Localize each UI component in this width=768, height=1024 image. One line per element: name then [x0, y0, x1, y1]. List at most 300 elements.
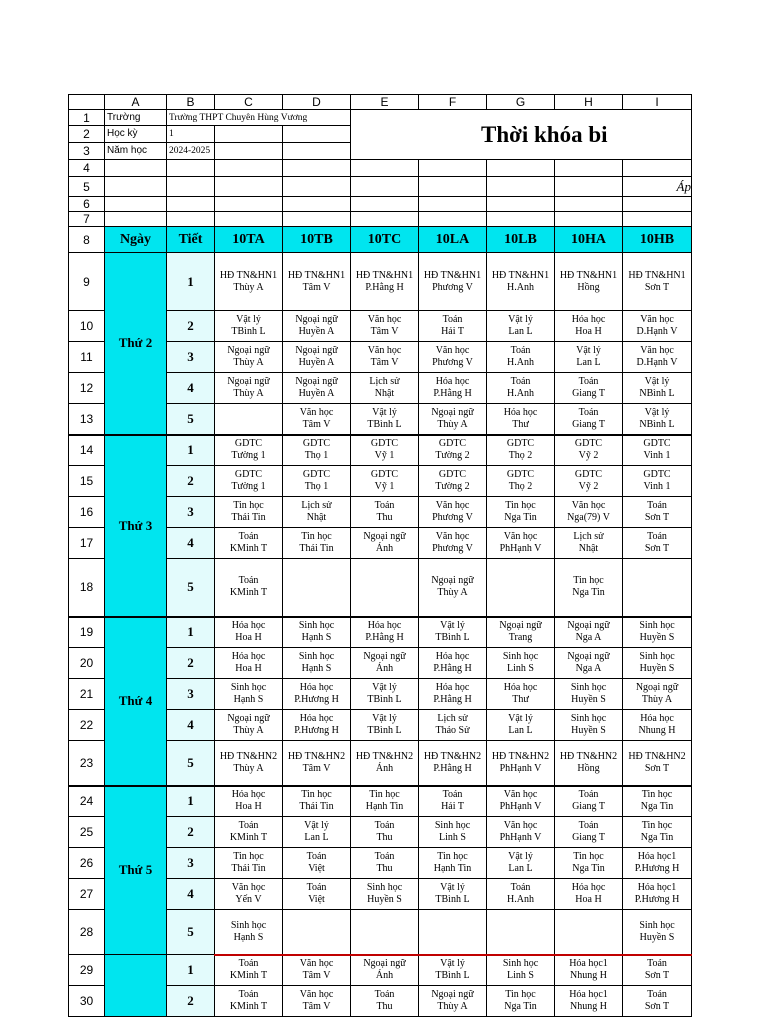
row-header[interactable]: 1	[69, 110, 105, 126]
column-header[interactable]: H	[555, 95, 623, 110]
period-cell[interactable]: 4	[167, 879, 215, 910]
lesson-cell[interactable]	[283, 679, 351, 710]
period-cell[interactable]: 3	[167, 848, 215, 879]
empty-cell[interactable]	[487, 160, 555, 177]
day-cell[interactable]: Thứ 4	[105, 617, 167, 786]
period-cell[interactable]: 5	[167, 559, 215, 617]
lesson-cell[interactable]	[623, 342, 692, 373]
lesson-cell[interactable]	[215, 679, 283, 710]
lesson-cell[interactable]	[283, 617, 351, 648]
lesson-cell[interactable]	[555, 679, 623, 710]
lesson-cell[interactable]	[351, 497, 419, 528]
lesson-cell[interactable]	[487, 648, 555, 679]
period-cell[interactable]: 2	[167, 466, 215, 497]
lesson-cell[interactable]	[215, 373, 283, 404]
lesson-cell[interactable]	[555, 648, 623, 679]
row-header[interactable]: 5	[69, 177, 105, 197]
lesson-cell[interactable]	[215, 466, 283, 497]
lesson-cell[interactable]	[419, 253, 487, 311]
column-header[interactable]: E	[351, 95, 419, 110]
subject-text: Sinh học	[230, 682, 267, 693]
lesson-cell[interactable]	[555, 342, 623, 373]
empty-cell[interactable]	[623, 212, 692, 227]
lesson-cell[interactable]	[283, 435, 351, 466]
empty-cell[interactable]	[167, 177, 215, 197]
empty-cell[interactable]	[555, 160, 623, 177]
lesson-cell[interactable]	[555, 559, 623, 617]
lesson-cell[interactable]	[283, 253, 351, 311]
lesson-cell[interactable]	[487, 741, 555, 786]
empty-cell[interactable]	[215, 212, 283, 227]
lesson-cell[interactable]	[623, 741, 692, 786]
period-cell[interactable]: 1	[167, 617, 215, 648]
row-header[interactable]: 29	[69, 955, 105, 986]
row-header[interactable]: 12	[69, 373, 105, 404]
empty-cell[interactable]	[555, 177, 623, 197]
day-header[interactable]: Ngày	[105, 227, 167, 253]
lesson-cell[interactable]	[623, 311, 692, 342]
empty-cell[interactable]	[351, 197, 419, 212]
period-cell[interactable]: 1	[167, 786, 215, 817]
column-header[interactable]: I	[623, 95, 692, 110]
lesson-cell[interactable]	[487, 435, 555, 466]
row-header[interactable]: 8	[69, 227, 105, 253]
lesson-cell[interactable]	[623, 253, 692, 311]
row-header[interactable]: 21	[69, 679, 105, 710]
lesson-cell[interactable]	[215, 311, 283, 342]
lesson-cell[interactable]	[215, 786, 283, 817]
lesson-cell[interactable]	[215, 559, 283, 617]
empty-cell[interactable]	[283, 177, 351, 197]
lesson-cell[interactable]	[623, 528, 692, 559]
row-header[interactable]: 20	[69, 648, 105, 679]
lesson-cell[interactable]	[283, 848, 351, 879]
lesson-cell[interactable]	[555, 786, 623, 817]
subject-text: Hóa học	[503, 682, 538, 693]
teacher-text: Tâm V	[302, 418, 331, 430]
lesson-cell[interactable]	[351, 986, 419, 1017]
lesson-cell[interactable]	[419, 710, 487, 741]
class-header[interactable]: 10TB	[283, 227, 351, 253]
lesson-cell[interactable]	[351, 879, 419, 910]
lesson-cell[interactable]	[283, 741, 351, 786]
row-header[interactable]: 4	[69, 160, 105, 177]
column-header[interactable]: C	[215, 95, 283, 110]
teacher-text: Huyền S	[571, 694, 606, 705]
semester-label[interactable]: Học kỳ	[105, 126, 167, 143]
lesson-cell[interactable]	[487, 311, 555, 342]
empty-cell[interactable]	[105, 177, 167, 197]
year-label[interactable]: Năm học	[105, 143, 167, 160]
lesson-cell[interactable]	[215, 648, 283, 679]
period-cell[interactable]: 3	[167, 679, 215, 710]
lesson-cell[interactable]	[623, 786, 692, 817]
lesson-cell[interactable]	[623, 955, 692, 986]
lesson-cell[interactable]	[351, 955, 419, 986]
lesson-cell[interactable]	[351, 435, 419, 466]
empty-cell[interactable]	[215, 143, 283, 160]
lesson-cell[interactable]	[487, 373, 555, 404]
lesson-cell[interactable]	[623, 559, 692, 617]
period-cell[interactable]: 2	[167, 311, 215, 342]
subject-text: Lịch sử	[301, 500, 332, 511]
row-header[interactable]: 23	[69, 741, 105, 786]
period-cell[interactable]: 1	[167, 253, 215, 311]
lesson-cell[interactable]	[283, 986, 351, 1017]
period-cell[interactable]: 4	[167, 373, 215, 404]
lesson-cell[interactable]	[623, 404, 692, 435]
lesson-cell[interactable]	[419, 848, 487, 879]
lesson-cell[interactable]	[487, 559, 555, 617]
lesson-cell[interactable]	[419, 910, 487, 955]
empty-cell[interactable]	[283, 212, 351, 227]
empty-cell[interactable]	[351, 160, 419, 177]
teacher-text: Việt	[308, 894, 325, 905]
lesson-cell[interactable]	[419, 342, 487, 373]
empty-cell[interactable]	[167, 197, 215, 212]
lesson-cell[interactable]	[487, 910, 555, 955]
lesson-cell[interactable]	[419, 528, 487, 559]
empty-cell[interactable]	[283, 126, 351, 143]
lesson-cell[interactable]	[555, 466, 623, 497]
day-cell[interactable]: Thứ 5	[105, 786, 167, 955]
empty-cell[interactable]	[215, 160, 283, 177]
subject-text: Văn học	[503, 789, 538, 801]
class-header[interactable]: 10LB	[487, 227, 555, 253]
row-header[interactable]: 16	[69, 497, 105, 528]
row-header[interactable]: 15	[69, 466, 105, 497]
teacher-text: NBình L	[639, 418, 675, 430]
lesson-cell[interactable]	[487, 466, 555, 497]
empty-cell[interactable]	[623, 197, 692, 212]
lesson-cell[interactable]	[623, 910, 692, 955]
lesson-cell[interactable]	[419, 955, 487, 986]
lesson-cell[interactable]	[283, 648, 351, 679]
lesson-cell[interactable]	[283, 817, 351, 848]
lesson-cell[interactable]	[487, 710, 555, 741]
lesson-cell[interactable]	[283, 373, 351, 404]
lesson-cell[interactable]	[555, 497, 623, 528]
empty-cell[interactable]	[215, 177, 283, 197]
column-header[interactable]: B	[167, 95, 215, 110]
subject-text: GDTC	[234, 469, 263, 480]
lesson-cell[interactable]	[555, 311, 623, 342]
class-header[interactable]: 10TA	[215, 227, 283, 253]
select-all-corner[interactable]	[69, 95, 105, 110]
column-header[interactable]: G	[487, 95, 555, 110]
row-header[interactable]: 9	[69, 253, 105, 311]
lesson-cell[interactable]	[351, 679, 419, 710]
subject-text: HĐ TN&HN1	[219, 269, 278, 281]
lesson-cell[interactable]	[283, 559, 351, 617]
row-header[interactable]: 26	[69, 848, 105, 879]
lesson-cell[interactable]	[351, 311, 419, 342]
lesson-cell[interactable]	[487, 986, 555, 1017]
lesson-cell[interactable]	[283, 710, 351, 741]
column-header[interactable]: F	[419, 95, 487, 110]
lesson-cell[interactable]	[419, 466, 487, 497]
row-header[interactable]: 3	[69, 143, 105, 160]
lesson-cell[interactable]	[215, 879, 283, 910]
subject-text: Hóa học	[299, 713, 334, 724]
lesson-cell[interactable]	[555, 741, 623, 786]
class-header[interactable]: 10LA	[419, 227, 487, 253]
empty-cell[interactable]	[167, 160, 215, 177]
lesson-cell[interactable]	[555, 817, 623, 848]
lesson-cell[interactable]	[419, 986, 487, 1017]
lesson-cell[interactable]	[215, 741, 283, 786]
period-cell[interactable]: 5	[167, 910, 215, 955]
lesson-cell[interactable]	[623, 817, 692, 848]
row-header[interactable]: 19	[69, 617, 105, 648]
lesson-cell[interactable]	[623, 879, 692, 910]
lesson-cell[interactable]	[419, 373, 487, 404]
lesson-cell[interactable]	[623, 373, 692, 404]
lesson-cell[interactable]	[215, 342, 283, 373]
empty-cell[interactable]	[283, 197, 351, 212]
empty-cell[interactable]	[487, 212, 555, 227]
lesson-cell[interactable]	[419, 741, 487, 786]
lesson-cell[interactable]	[555, 848, 623, 879]
lesson-cell[interactable]	[487, 679, 555, 710]
lesson-cell[interactable]	[215, 910, 283, 955]
lesson-cell[interactable]	[215, 817, 283, 848]
period-cell[interactable]: 5	[167, 741, 215, 786]
lesson-cell[interactable]	[623, 648, 692, 679]
lesson-cell[interactable]	[555, 435, 623, 466]
period-cell[interactable]: 4	[167, 528, 215, 559]
lesson-cell[interactable]	[215, 497, 283, 528]
day-cell[interactable]: Thứ 3	[105, 435, 167, 617]
row-header[interactable]: 24	[69, 786, 105, 817]
lesson-cell[interactable]	[487, 497, 555, 528]
lesson-cell[interactable]	[283, 311, 351, 342]
teacher-text: Vỹ 2	[578, 481, 599, 492]
lesson-cell[interactable]	[419, 435, 487, 466]
lesson-cell[interactable]	[351, 253, 419, 311]
school-value[interactable]: Trường THPT Chuyên Hùng Vương	[167, 110, 351, 126]
class-header[interactable]: 10HA	[555, 227, 623, 253]
lesson-cell[interactable]	[351, 741, 419, 786]
lesson-cell[interactable]	[555, 253, 623, 311]
lesson-cell[interactable]	[215, 404, 283, 435]
period-cell[interactable]: 4	[167, 710, 215, 741]
empty-cell[interactable]	[487, 197, 555, 212]
empty-cell[interactable]	[351, 212, 419, 227]
empty-cell[interactable]	[351, 177, 419, 197]
lesson-cell[interactable]	[419, 617, 487, 648]
row-header[interactable]: 28	[69, 910, 105, 955]
lesson-cell[interactable]	[215, 617, 283, 648]
day-cell[interactable]	[105, 955, 167, 1017]
teacher-text: Trang	[508, 632, 533, 644]
lesson-cell[interactable]	[487, 848, 555, 879]
lesson-cell[interactable]	[419, 311, 487, 342]
period-cell[interactable]: 1	[167, 955, 215, 986]
empty-cell[interactable]	[555, 212, 623, 227]
lesson-cell[interactable]	[419, 497, 487, 528]
column-header[interactable]: A	[105, 95, 167, 110]
lesson-cell[interactable]	[351, 466, 419, 497]
empty-cell[interactable]	[419, 197, 487, 212]
lesson-cell[interactable]	[351, 786, 419, 817]
lesson-cell[interactable]	[419, 404, 487, 435]
class-header[interactable]: 10TC	[351, 227, 419, 253]
lesson-cell[interactable]	[283, 342, 351, 373]
lesson-cell[interactable]	[487, 786, 555, 817]
period-cell[interactable]: 3	[167, 342, 215, 373]
empty-cell[interactable]	[167, 212, 215, 227]
row-header[interactable]: 11	[69, 342, 105, 373]
subject-text: Toán	[374, 820, 395, 831]
empty-cell[interactable]	[105, 197, 167, 212]
class-header[interactable]: 10HB	[623, 227, 692, 253]
lesson-cell[interactable]	[623, 497, 692, 528]
row-header[interactable]: 7	[69, 212, 105, 227]
lesson-cell[interactable]	[283, 497, 351, 528]
row-header[interactable]: 25	[69, 817, 105, 848]
lesson-cell[interactable]	[283, 528, 351, 559]
lesson-cell[interactable]	[487, 342, 555, 373]
empty-cell[interactable]	[215, 197, 283, 212]
year-value[interactable]: 2024-2025	[167, 143, 215, 160]
lesson-cell[interactable]	[555, 955, 623, 986]
lesson-cell[interactable]	[555, 910, 623, 955]
lesson-cell[interactable]	[283, 955, 351, 986]
lesson-cell[interactable]	[215, 955, 283, 986]
column-header[interactable]: D	[283, 95, 351, 110]
empty-cell[interactable]	[283, 143, 351, 160]
lesson-cell[interactable]	[623, 435, 692, 466]
lesson-cell[interactable]	[283, 910, 351, 955]
lesson-cell[interactable]	[555, 617, 623, 648]
row-header[interactable]: 30	[69, 986, 105, 1017]
lesson-cell[interactable]	[215, 253, 283, 311]
lesson-cell[interactable]	[419, 679, 487, 710]
lesson-cell[interactable]	[623, 710, 692, 741]
lesson-cell[interactable]	[419, 559, 487, 617]
row-header[interactable]: 22	[69, 710, 105, 741]
lesson-cell[interactable]	[487, 955, 555, 986]
lesson-cell[interactable]	[215, 710, 283, 741]
empty-cell[interactable]	[215, 126, 283, 143]
lesson-cell[interactable]	[419, 786, 487, 817]
lesson-cell[interactable]	[623, 679, 692, 710]
page-title[interactable]: Thời khóa bi	[351, 110, 692, 160]
row-header[interactable]: 27	[69, 879, 105, 910]
lesson-cell[interactable]	[487, 817, 555, 848]
lesson-cell[interactable]	[623, 617, 692, 648]
lesson-cell[interactable]	[555, 404, 623, 435]
empty-cell[interactable]	[283, 160, 351, 177]
lesson-cell[interactable]	[555, 373, 623, 404]
period-cell[interactable]: 5	[167, 404, 215, 435]
teacher-text: Thu	[376, 863, 393, 874]
period-cell[interactable]: 1	[167, 435, 215, 466]
lesson-cell[interactable]	[351, 710, 419, 741]
lesson-cell[interactable]	[623, 848, 692, 879]
empty-cell[interactable]	[419, 160, 487, 177]
lesson-cell[interactable]	[487, 528, 555, 559]
row-header[interactable]: 2	[69, 126, 105, 143]
row-header[interactable]: 6	[69, 197, 105, 212]
row-header[interactable]: 10	[69, 311, 105, 342]
sheet-row	[69, 212, 692, 227]
empty-cell[interactable]	[419, 177, 487, 197]
subject-text: Toán	[374, 500, 395, 511]
lesson-cell[interactable]	[555, 710, 623, 741]
lesson-cell[interactable]	[487, 253, 555, 311]
lesson-cell[interactable]	[283, 786, 351, 817]
row-header[interactable]: 17	[69, 528, 105, 559]
lesson-cell[interactable]	[555, 528, 623, 559]
lesson-cell[interactable]	[215, 986, 283, 1017]
empty-cell[interactable]	[555, 197, 623, 212]
subject-text: Toán	[578, 789, 599, 801]
empty-cell[interactable]	[105, 212, 167, 227]
row-header[interactable]: 18	[69, 559, 105, 617]
teacher-text: Hoa H	[235, 632, 262, 644]
lesson-cell[interactable]	[419, 879, 487, 910]
subject-text: Tin học	[505, 989, 536, 1000]
lesson-cell[interactable]	[555, 879, 623, 910]
lesson-cell[interactable]	[351, 342, 419, 373]
day-cell[interactable]: Thứ 2	[105, 253, 167, 435]
lesson-cell[interactable]	[623, 466, 692, 497]
lesson-cell[interactable]	[555, 986, 623, 1017]
apply-date-text[interactable]: Áp	[623, 177, 692, 197]
lesson-cell[interactable]	[351, 617, 419, 648]
lesson-cell[interactable]	[351, 404, 419, 435]
lesson-cell[interactable]	[215, 435, 283, 466]
lesson-cell[interactable]	[351, 559, 419, 617]
lesson-cell[interactable]	[215, 848, 283, 879]
row-header[interactable]: 14	[69, 435, 105, 466]
lesson-cell[interactable]	[351, 528, 419, 559]
school-label[interactable]: Trường	[105, 110, 167, 126]
subject-text: Tin học	[301, 789, 332, 801]
empty-cell[interactable]	[623, 160, 692, 177]
period-cell[interactable]: 2	[167, 817, 215, 848]
row-header[interactable]: 13	[69, 404, 105, 435]
lesson-cell[interactable]	[351, 373, 419, 404]
lesson-cell[interactable]	[215, 528, 283, 559]
lesson-cell[interactable]	[487, 879, 555, 910]
subject-text: GDTC	[302, 438, 331, 450]
lesson-cell[interactable]	[351, 848, 419, 879]
lesson-cell[interactable]	[487, 617, 555, 648]
lesson-cell[interactable]	[623, 986, 692, 1017]
semester-value[interactable]: 1	[167, 126, 215, 143]
lesson-cell[interactable]	[351, 817, 419, 848]
lesson-cell[interactable]	[283, 404, 351, 435]
lesson-cell[interactable]	[487, 404, 555, 435]
period-cell[interactable]: 2	[167, 648, 215, 679]
period-header[interactable]: Tiết	[167, 227, 215, 253]
lesson-cell[interactable]	[419, 817, 487, 848]
lesson-cell[interactable]	[351, 648, 419, 679]
lesson-cell[interactable]	[283, 879, 351, 910]
empty-cell[interactable]	[419, 212, 487, 227]
empty-cell[interactable]	[105, 160, 167, 177]
lesson-cell[interactable]	[283, 466, 351, 497]
period-cell[interactable]: 2	[167, 986, 215, 1017]
empty-cell[interactable]	[487, 177, 555, 197]
period-cell[interactable]: 3	[167, 497, 215, 528]
lesson-cell[interactable]	[351, 910, 419, 955]
subject-text: Sinh học	[230, 919, 267, 931]
lesson-cell[interactable]	[419, 648, 487, 679]
